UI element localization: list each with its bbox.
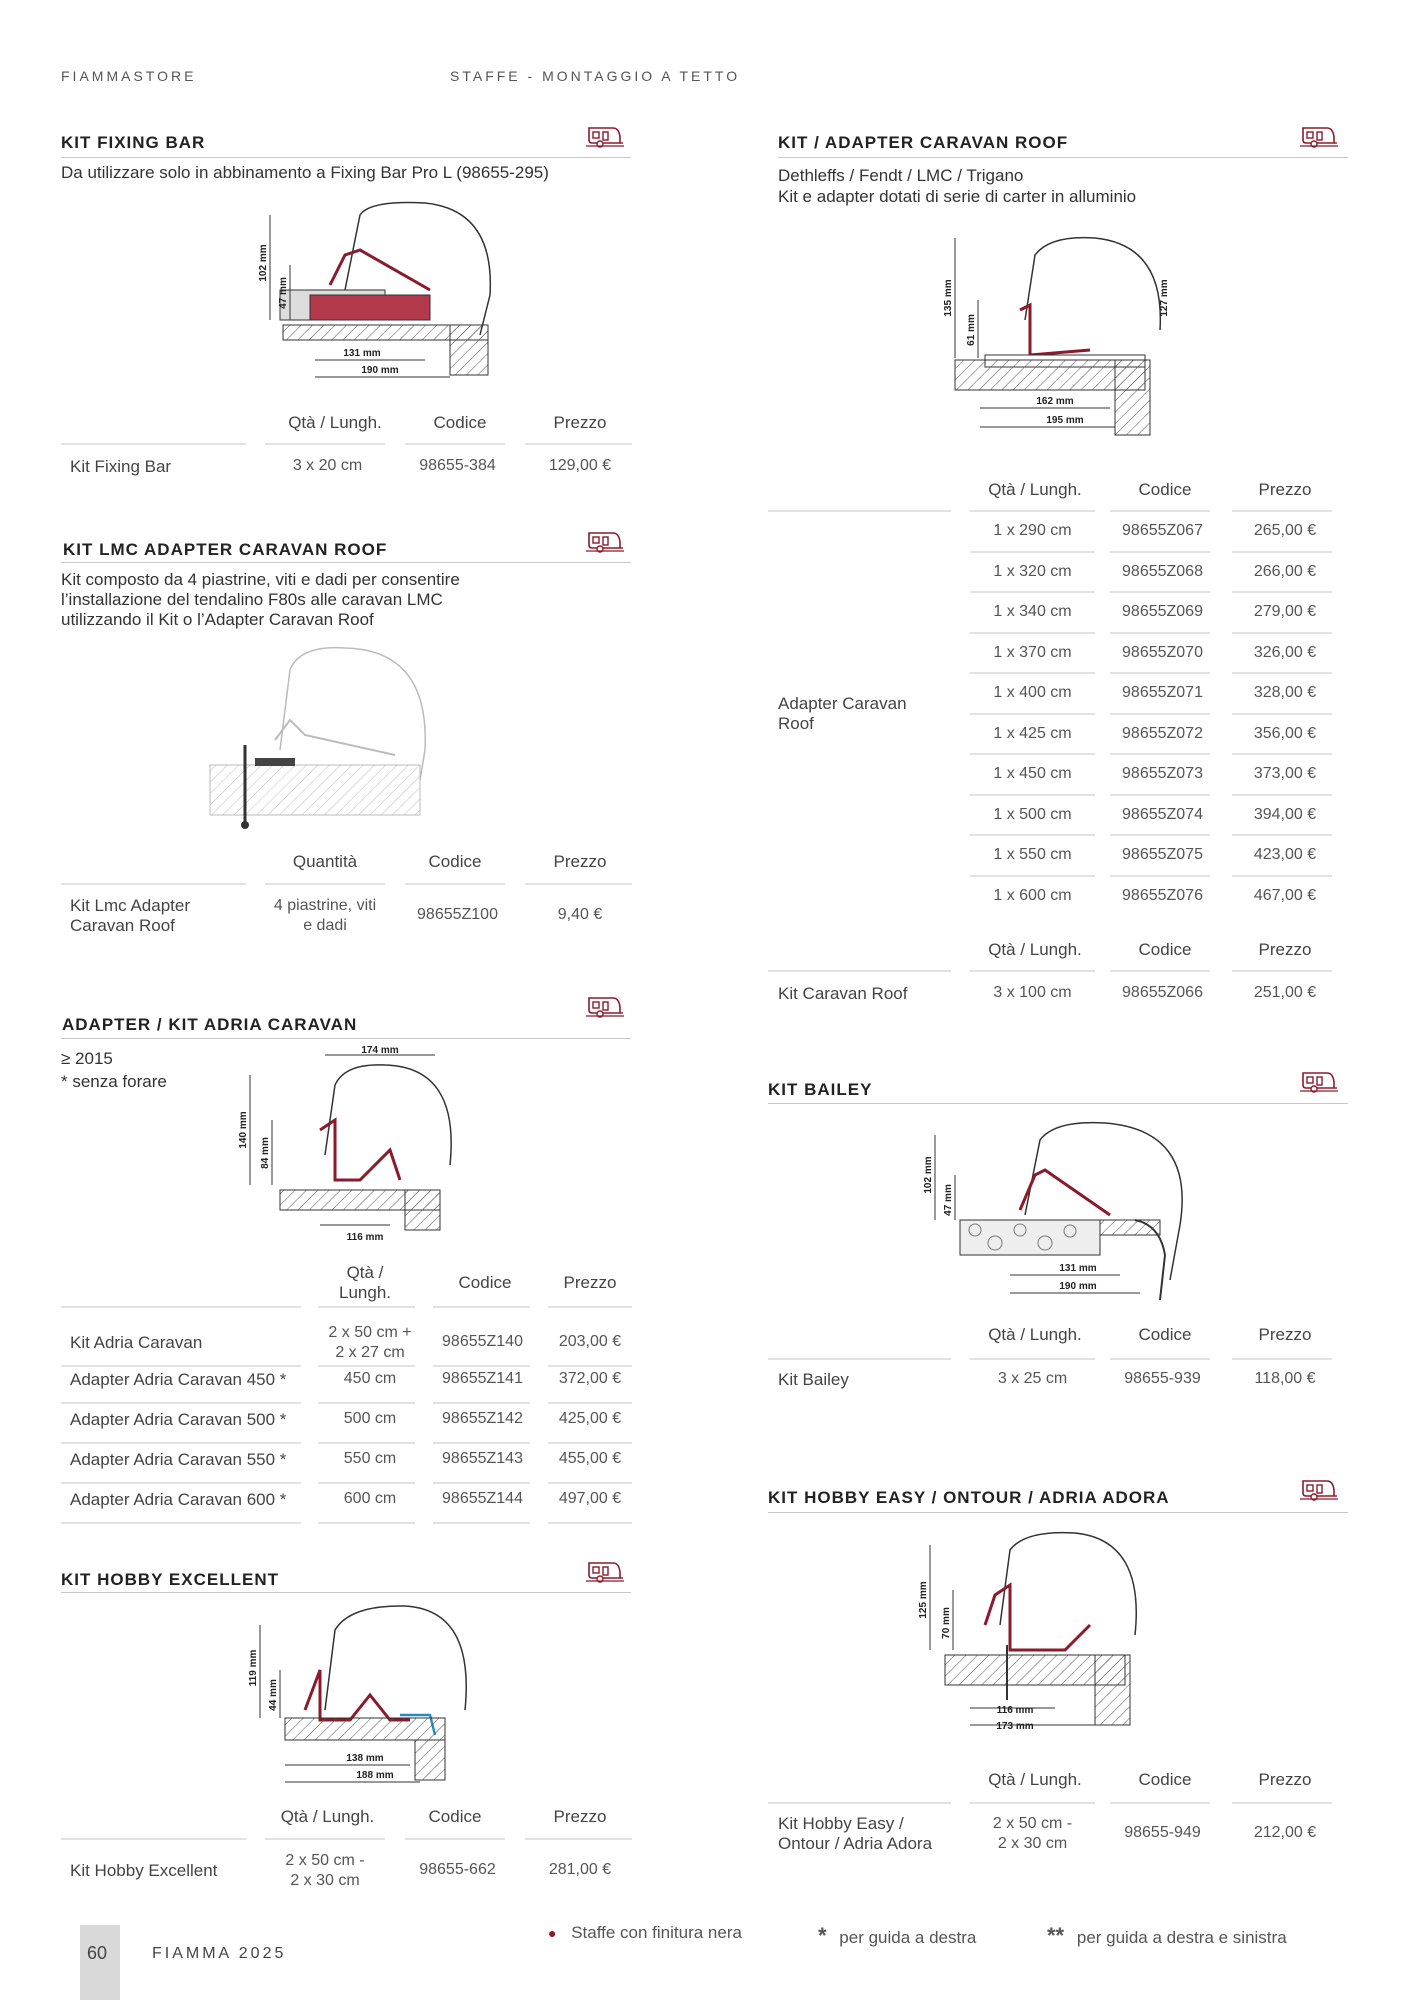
table-row-name: Adapter Adria Caravan 600 * bbox=[70, 1490, 287, 1509]
col-header: Qtà / Lungh. bbox=[339, 1263, 391, 1302]
table-row-price: 372,00 € bbox=[558, 1370, 622, 1387]
caravan-icon bbox=[586, 530, 624, 554]
table-row-name: Adapter Adria Caravan 500 * bbox=[70, 1410, 287, 1429]
table-row-qty: 3 x 25 cm bbox=[997, 1370, 1068, 1387]
col-header: Codice bbox=[428, 852, 482, 871]
table-row-price: 266,00 € bbox=[1253, 562, 1317, 580]
col-header: Qtà / Lungh. bbox=[988, 940, 1082, 959]
table-row-qty: 500 cm bbox=[343, 1410, 397, 1427]
table-row-qty: 3 x 100 cm bbox=[993, 984, 1072, 1001]
table-row-code: 98655-939 bbox=[1124, 1370, 1201, 1387]
table-row-qty: 1 x 600 cm bbox=[993, 886, 1072, 904]
table-row-code: 98655Z075 bbox=[1122, 846, 1203, 863]
caravan-icon bbox=[1300, 1478, 1338, 1502]
double-asterisk-icon: ** bbox=[1047, 1923, 1065, 1948]
col-header: Qtà / Lungh. bbox=[288, 413, 382, 432]
col-header: Prezzo bbox=[553, 1807, 607, 1826]
kit-adapter-caravan-roof-title: KIT / ADAPTER CARAVAN ROOF bbox=[778, 133, 1069, 152]
col-header: Prezzo bbox=[1258, 1770, 1312, 1789]
bullet-icon: ● bbox=[548, 1925, 557, 1941]
table-row-code: 98655Z071 bbox=[1122, 684, 1203, 701]
col-header: Qtà / Lungh. bbox=[988, 1325, 1082, 1344]
section-divider bbox=[768, 1512, 1348, 1513]
table-row-price: 356,00 € bbox=[1253, 724, 1317, 742]
caravan-icon bbox=[1300, 125, 1338, 149]
table-row-price: 326,00 € bbox=[1253, 643, 1317, 661]
table-row-qty: 550 cm bbox=[343, 1450, 397, 1467]
table-row-price: 251,00 € bbox=[1253, 984, 1317, 1001]
table-row-qty: 1 x 400 cm bbox=[993, 684, 1072, 701]
footer-brand: FIAMMA 2025 bbox=[152, 1945, 287, 1962]
section-divider bbox=[768, 1103, 1348, 1104]
dim-label: 116 mm bbox=[996, 1705, 1034, 1716]
table-row-price: 281,00 € bbox=[548, 1861, 612, 1878]
dim-label: 44 mm bbox=[268, 1679, 279, 1711]
table-row-name: Adapter Adria Caravan 450 * bbox=[70, 1370, 287, 1389]
dim-label: 47 mm bbox=[943, 1184, 954, 1216]
table-row-code: 98655Z074 bbox=[1122, 805, 1203, 823]
table-row-name: Kit Lmc Adapter Caravan Roof bbox=[70, 896, 191, 935]
dim-label: 116 mm bbox=[346, 1232, 384, 1243]
col-header: Codice bbox=[1138, 940, 1192, 959]
table-row-code: 98655-662 bbox=[419, 1861, 496, 1878]
dim-label: 195 mm bbox=[1046, 415, 1084, 426]
section-divider bbox=[778, 157, 1348, 158]
table-row-code: 98655Z100 bbox=[417, 906, 498, 923]
col-header: Codice bbox=[1138, 480, 1192, 499]
dim-label: 102 mm bbox=[923, 1156, 934, 1194]
kit-hobby-easy-diagram bbox=[915, 1525, 1155, 1735]
col-header: Qtà / Lungh. bbox=[988, 1770, 1082, 1789]
page-number: 60 bbox=[87, 1943, 108, 1963]
caravan-icon bbox=[1300, 1070, 1338, 1094]
col-header: Qtà / Lungh. bbox=[988, 480, 1082, 499]
table-row-name: Kit Adria Caravan bbox=[70, 1333, 203, 1352]
table-row-code: 98655Z072 bbox=[1122, 724, 1203, 742]
table-row-name: Kit Fixing Bar bbox=[70, 457, 172, 476]
section-divider bbox=[61, 562, 631, 563]
table-row-price: 455,00 € bbox=[558, 1450, 622, 1467]
section-divider bbox=[61, 1038, 631, 1039]
table-row-qty: 450 cm bbox=[343, 1370, 397, 1387]
table-row-code: 98655-949 bbox=[1124, 1824, 1201, 1841]
table-row-code: 98655Z068 bbox=[1122, 562, 1203, 580]
kit-fixing-bar-title: KIT FIXING BAR bbox=[61, 133, 206, 152]
col-header: Codice bbox=[1138, 1770, 1192, 1789]
caravan-icon bbox=[586, 1560, 624, 1584]
dim-label: 173 mm bbox=[996, 1721, 1034, 1732]
table-row-price: 203,00 € bbox=[558, 1333, 622, 1350]
table-row-price: 328,00 € bbox=[1253, 684, 1317, 701]
adapter-adria-title: ADAPTER / KIT ADRIA CARAVAN bbox=[62, 1015, 358, 1034]
table-row-code: 98655Z141 bbox=[442, 1370, 523, 1387]
kit-bailey-title: KIT BAILEY bbox=[768, 1080, 873, 1099]
adapter-adria-diagram bbox=[225, 1045, 465, 1255]
kit-hobby-easy-title: KIT HOBBY EASY / ONTOUR / ADRIA ADORA bbox=[768, 1488, 1170, 1507]
table-row-price: 497,00 € bbox=[558, 1490, 622, 1507]
legend-item-both-guide: ** per guida a destra e sinistra bbox=[1047, 1923, 1287, 1948]
table-row-price: 129,00 € bbox=[548, 457, 612, 474]
table-row-price: 394,00 € bbox=[1253, 805, 1317, 823]
table-row-qty: 4 piastrine, viti e dadi bbox=[273, 897, 377, 934]
dim-label: 174 mm bbox=[361, 1045, 399, 1056]
table-row-qty: 2 x 50 cm - 2 x 30 cm bbox=[285, 1852, 365, 1889]
col-header: Codice bbox=[433, 413, 487, 432]
dim-label: 119 mm bbox=[248, 1649, 259, 1687]
dim-label: 61 mm bbox=[966, 314, 977, 346]
col-header: Qtà / Lungh. bbox=[280, 1807, 375, 1826]
table-row-code: 98655Z144 bbox=[442, 1490, 523, 1507]
table-row-code: 98655Z067 bbox=[1122, 522, 1203, 539]
kit-lmc-desc: Kit composto da 4 piastrine, viti e dadi per consentire l’installazione del tendalino F80s alle caravan LMC utilizzando il Kit o l’Adapter Caravan Roof bbox=[61, 570, 460, 629]
dim-label: 162 mm bbox=[1036, 396, 1074, 407]
dim-label: 138 mm bbox=[346, 1753, 384, 1764]
table-row-qty: 1 x 425 cm bbox=[993, 724, 1072, 742]
kit-fixing-bar-desc: Da utilizzare solo in abbinamento a Fixing Bar Pro L (98655-295) bbox=[61, 163, 549, 182]
table-row-qty: 1 x 550 cm bbox=[993, 846, 1072, 863]
legend-item-black-finish: ● Staffe con finitura nera bbox=[548, 1923, 742, 1942]
table-row-price: 423,00 € bbox=[1253, 846, 1317, 863]
table-row-qty: 2 x 50 cm + 2 x 27 cm bbox=[328, 1324, 412, 1361]
table-row-name: Kit Caravan Roof bbox=[778, 984, 908, 1003]
table-row-code: 98655-384 bbox=[419, 457, 496, 474]
table-row-code: 98655Z142 bbox=[442, 1410, 523, 1427]
kit-bailey-diagram bbox=[915, 1115, 1205, 1310]
table-row-code: 98655Z076 bbox=[1122, 886, 1203, 904]
kit-fixing-bar-diagram bbox=[250, 195, 500, 390]
table-row-qty: 1 x 290 cm bbox=[993, 522, 1072, 539]
table-row-code: 98655Z073 bbox=[1122, 765, 1203, 782]
table-row-name: Kit Bailey bbox=[778, 1370, 849, 1389]
col-header: Prezzo bbox=[1258, 940, 1312, 959]
table-row-name: Kit Hobby Excellent bbox=[70, 1861, 218, 1880]
col-header: Prezzo bbox=[553, 852, 607, 871]
dim-label: 125 mm bbox=[918, 1581, 929, 1619]
table-row-qty: 2 x 50 cm - 2 x 30 cm bbox=[992, 1815, 1073, 1852]
kit-lmc-diagram bbox=[205, 640, 445, 835]
col-header: Codice bbox=[458, 1273, 512, 1292]
dim-label: 190 mm bbox=[1059, 1281, 1097, 1292]
table-row-qty: 1 x 500 cm bbox=[993, 805, 1072, 823]
dim-label: 190 mm bbox=[361, 365, 399, 376]
table-row-qty: 1 x 370 cm bbox=[993, 643, 1072, 661]
dim-label: 135 mm bbox=[943, 279, 954, 317]
table-row-name: Kit Hobby Easy / Ontour / Adria Adora bbox=[778, 1814, 933, 1853]
table-row-qty: 1 x 450 cm bbox=[993, 765, 1072, 782]
table-row-code: 98655Z143 bbox=[442, 1450, 523, 1467]
legend-item-right-guide: * per guida a destra bbox=[818, 1923, 977, 1948]
dim-label: 70 mm bbox=[941, 1607, 952, 1639]
brand-header: FIAMMASTORE bbox=[61, 68, 197, 84]
kit-hobby-excellent-title: KIT HOBBY EXCELLENT bbox=[61, 1570, 279, 1589]
adapter-caravan-roof-group-name: Adapter Caravan Roof bbox=[778, 694, 907, 733]
kit-hobby-excellent-diagram bbox=[240, 1600, 480, 1795]
col-header: Prezzo bbox=[1258, 480, 1312, 499]
table-row-code: 98655Z066 bbox=[1122, 984, 1203, 1001]
adapter-adria-desc: ≥ 2015 * senza forare bbox=[61, 1049, 167, 1091]
col-header: Prezzo bbox=[1258, 1325, 1312, 1344]
caravan-icon bbox=[586, 995, 624, 1019]
kit-lmc-title: KIT LMC ADAPTER CARAVAN ROOF bbox=[63, 540, 388, 559]
table-row-price: 265,00 € bbox=[1253, 522, 1317, 539]
table-row-code: 98655Z070 bbox=[1122, 643, 1203, 661]
dim-label: 140 mm bbox=[238, 1111, 249, 1149]
col-header: Prezzo bbox=[563, 1273, 617, 1292]
section-divider bbox=[61, 1592, 631, 1593]
dim-label: 188 mm bbox=[356, 1770, 394, 1781]
asterisk-icon: * bbox=[818, 1923, 827, 1948]
table-row-code: 98655Z069 bbox=[1122, 603, 1203, 620]
table-row-name: Adapter Adria Caravan 550 * bbox=[70, 1450, 287, 1469]
col-header: Prezzo bbox=[553, 413, 607, 432]
dim-label: 84 mm bbox=[260, 1137, 271, 1169]
col-header: Quantità bbox=[292, 852, 358, 871]
section-divider bbox=[61, 157, 631, 158]
table-row-qty: 1 x 320 cm bbox=[993, 562, 1072, 580]
table-row-price: 9,40 € bbox=[557, 906, 603, 923]
table-row-price: 279,00 € bbox=[1253, 603, 1317, 620]
kit-adapter-caravan-roof-diagram bbox=[935, 230, 1175, 440]
table-row-price: 467,00 € bbox=[1253, 886, 1317, 904]
dim-label: 131 mm bbox=[343, 348, 381, 359]
kit-adapter-caravan-roof-desc: Dethleffs / Fendt / LMC / Trigano Kit e adapter dotati di serie di carter in alluminio bbox=[778, 166, 1137, 206]
table-row-code: 98655Z140 bbox=[442, 1333, 523, 1350]
table-row-qty: 1 x 340 cm bbox=[993, 603, 1072, 620]
table-row-qty: 600 cm bbox=[343, 1490, 397, 1507]
dim-label: 131 mm bbox=[1059, 1263, 1097, 1274]
col-header: Codice bbox=[1138, 1325, 1192, 1344]
dim-label: 127 mm bbox=[1159, 279, 1170, 317]
table-row-price: 212,00 € bbox=[1253, 1824, 1317, 1841]
table-row-qty: 3 x 20 cm bbox=[292, 457, 363, 474]
table-row-price: 425,00 € bbox=[558, 1410, 622, 1427]
dim-label: 102 mm bbox=[258, 244, 269, 282]
col-header: Codice bbox=[428, 1807, 482, 1826]
caravan-icon bbox=[586, 125, 624, 149]
section-header: STAFFE - MONTAGGIO A TETTO bbox=[450, 68, 741, 84]
dim-label: 47 mm bbox=[278, 277, 289, 309]
table-row-price: 118,00 € bbox=[1254, 1370, 1316, 1387]
table-row-price: 373,00 € bbox=[1253, 765, 1317, 782]
